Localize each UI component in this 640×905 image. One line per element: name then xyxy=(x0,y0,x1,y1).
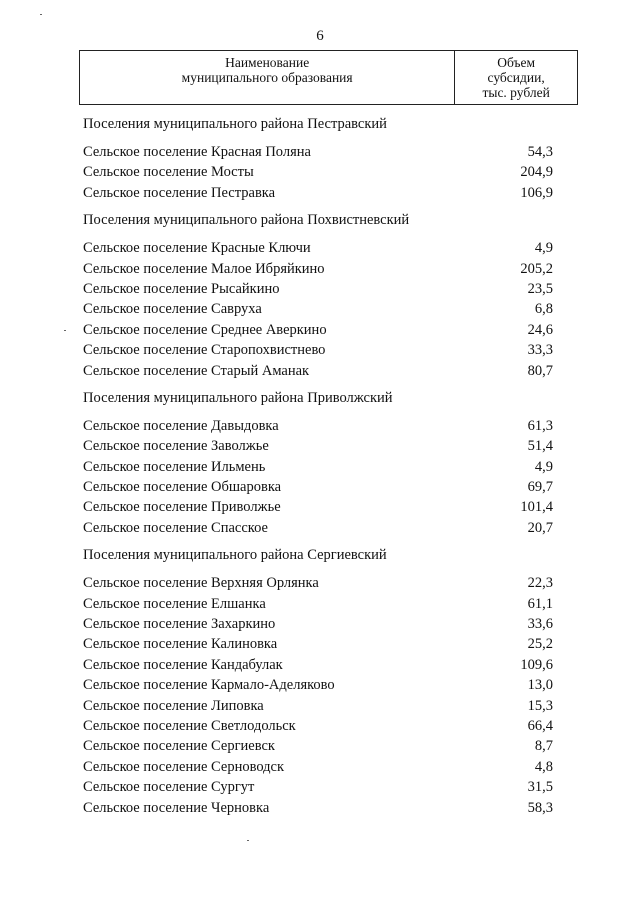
settlement-name: Сельское поселение Елшанка xyxy=(83,595,266,612)
subsidy-amount: 20,7 xyxy=(527,519,553,536)
subsidy-amount: 31,5 xyxy=(527,779,553,796)
district-title: Поселения муниципального района Приволжский xyxy=(83,389,393,406)
settlement-name: Сельское поселение Старый Аманак xyxy=(83,362,310,379)
subsidy-amount: 51,4 xyxy=(527,438,553,455)
subsidy-amount: 61,1 xyxy=(527,595,553,612)
district-section xyxy=(83,545,553,818)
header-name-column: Наименование муниципального образования xyxy=(80,51,455,105)
settlement-name: Сельское поселение Серноводск xyxy=(83,758,285,775)
settlement-row xyxy=(83,594,553,614)
settlement-row xyxy=(83,340,553,360)
settlement-name: Сельское поселение Липовка xyxy=(83,697,264,714)
subsidy-amount: 4,9 xyxy=(534,458,553,475)
settlement-row xyxy=(83,736,553,756)
settlement-row xyxy=(83,457,553,477)
settlement-row xyxy=(83,142,553,162)
subsidy-amount: 33,3 xyxy=(527,342,553,359)
settlement-row xyxy=(83,299,553,319)
subsidy-amount: 25,2 xyxy=(527,636,553,653)
subsidy-amount: 69,7 xyxy=(527,479,553,496)
settlement-name: Сельское поселение Приволжье xyxy=(83,499,281,516)
subsidy-amount: 24,6 xyxy=(527,321,553,338)
settlement-name: Сельское поселение Савруха xyxy=(83,301,262,318)
settlement-name: Сельское поселение Красная Поляна xyxy=(83,144,311,160)
header-amount-column: Объем субсидии, тыс. рублей xyxy=(455,51,578,105)
scan-speck xyxy=(40,14,42,15)
district-title: Поселения муниципального района Пестравский xyxy=(83,116,387,132)
subsidy-amount: 15,3 xyxy=(527,697,553,714)
subsidy-amount: 80,7 xyxy=(527,362,553,379)
settlement-row xyxy=(83,320,553,340)
subsidy-amount: 205,2 xyxy=(520,260,553,277)
settlement-row xyxy=(83,696,553,716)
district-section xyxy=(83,388,553,538)
settlement-name: Сельское поселение Кандабулак xyxy=(83,656,283,673)
page-number: 6 xyxy=(316,28,324,44)
subsidy-amount: 58,3 xyxy=(527,799,553,816)
settlement-name: Сельское поселение Давыдовка xyxy=(83,417,279,434)
settlement-row xyxy=(83,634,553,654)
subsidy-amount: 23,5 xyxy=(527,280,553,297)
settlement-name: Сельское поселение Светлодольск xyxy=(83,717,296,734)
settlement-row xyxy=(83,259,553,279)
settlement-name: Сельское поселение Заволжье xyxy=(83,438,269,455)
district-title: Поселения муниципального района Сергиевский xyxy=(83,547,387,564)
subsidy-amount: 4,9 xyxy=(534,240,553,257)
settlement-name: Сельское поселение Малое Ибряйкино xyxy=(83,260,325,277)
settlement-row xyxy=(83,614,553,634)
settlement-name: Сельское поселение Мосты xyxy=(83,164,254,181)
subsidy-amount: 6,8 xyxy=(534,301,553,318)
subsidy-amount: 4,8 xyxy=(534,758,553,775)
settlement-row xyxy=(83,675,553,695)
settlement-row xyxy=(83,477,553,497)
settlement-name: Сельское поселение Среднее Аверкино xyxy=(83,321,327,338)
settlement-name: Сельское поселение Черновка xyxy=(83,799,270,816)
settlement-name: Сельское поселение Кармало-Аделяково xyxy=(83,677,335,694)
settlement-row xyxy=(83,183,553,203)
settlement-name: Сельское поселение Обшаровка xyxy=(83,479,282,496)
settlement-name: Сельское поселение Спасское xyxy=(83,519,268,536)
scan-speck xyxy=(247,840,249,841)
settlement-name: Сельское поселение Красные Ключи xyxy=(83,240,311,257)
subsidy-amount: 8,7 xyxy=(534,738,553,755)
subsidy-amount: 22,3 xyxy=(527,575,553,592)
subsidy-amount: 109,6 xyxy=(520,656,553,673)
settlement-row xyxy=(83,798,553,818)
settlement-row xyxy=(83,361,553,381)
subsidy-amount: 106,9 xyxy=(520,184,553,201)
settlement-row xyxy=(83,279,553,299)
subsidy-amount: 33,6 xyxy=(527,616,553,633)
table-header xyxy=(79,50,578,105)
settlement-name: Сельское поселение Калиновка xyxy=(83,636,278,653)
settlement-row xyxy=(83,238,553,258)
subsidy-amount: 13,0 xyxy=(527,677,553,694)
settlement-name: Сельское поселение Сургут xyxy=(83,779,255,796)
settlement-row xyxy=(83,518,553,538)
settlement-row xyxy=(83,436,553,456)
subsidy-amount: 101,4 xyxy=(520,499,553,516)
district-section xyxy=(83,210,553,381)
subsidy-amount: 204,9 xyxy=(520,164,553,181)
settlement-row xyxy=(83,416,553,436)
settlement-row xyxy=(83,497,553,517)
district-section xyxy=(83,114,553,203)
settlement-row xyxy=(83,655,553,675)
settlement-row xyxy=(83,716,553,736)
settlement-row xyxy=(83,777,553,797)
settlement-name: Сельское поселение Верхняя Орлянка xyxy=(83,575,319,592)
scan-speck xyxy=(64,330,66,331)
settlement-row xyxy=(83,162,553,182)
settlement-name: Сельское поселение Старопохвистнево xyxy=(83,342,326,359)
settlement-name: Сельское поселение Ильмень xyxy=(83,458,266,475)
subsidy-amount: 54,3 xyxy=(527,144,553,160)
settlement-name: Сельское поселение Сергиевск xyxy=(83,738,275,755)
district-title: Поселения муниципального района Похвистневский xyxy=(83,212,410,229)
settlement-row xyxy=(83,757,553,777)
subsidy-amount: 66,4 xyxy=(527,717,553,734)
settlement-name: Сельское поселение Пестравка xyxy=(83,184,276,201)
subsidy-amount: 61,3 xyxy=(527,417,553,434)
subsidy-list xyxy=(83,114,553,825)
settlement-name: Сельское поселение Рысайкино xyxy=(83,280,280,297)
settlement-name: Сельское поселение Захаркино xyxy=(83,616,276,633)
settlement-row xyxy=(83,573,553,593)
